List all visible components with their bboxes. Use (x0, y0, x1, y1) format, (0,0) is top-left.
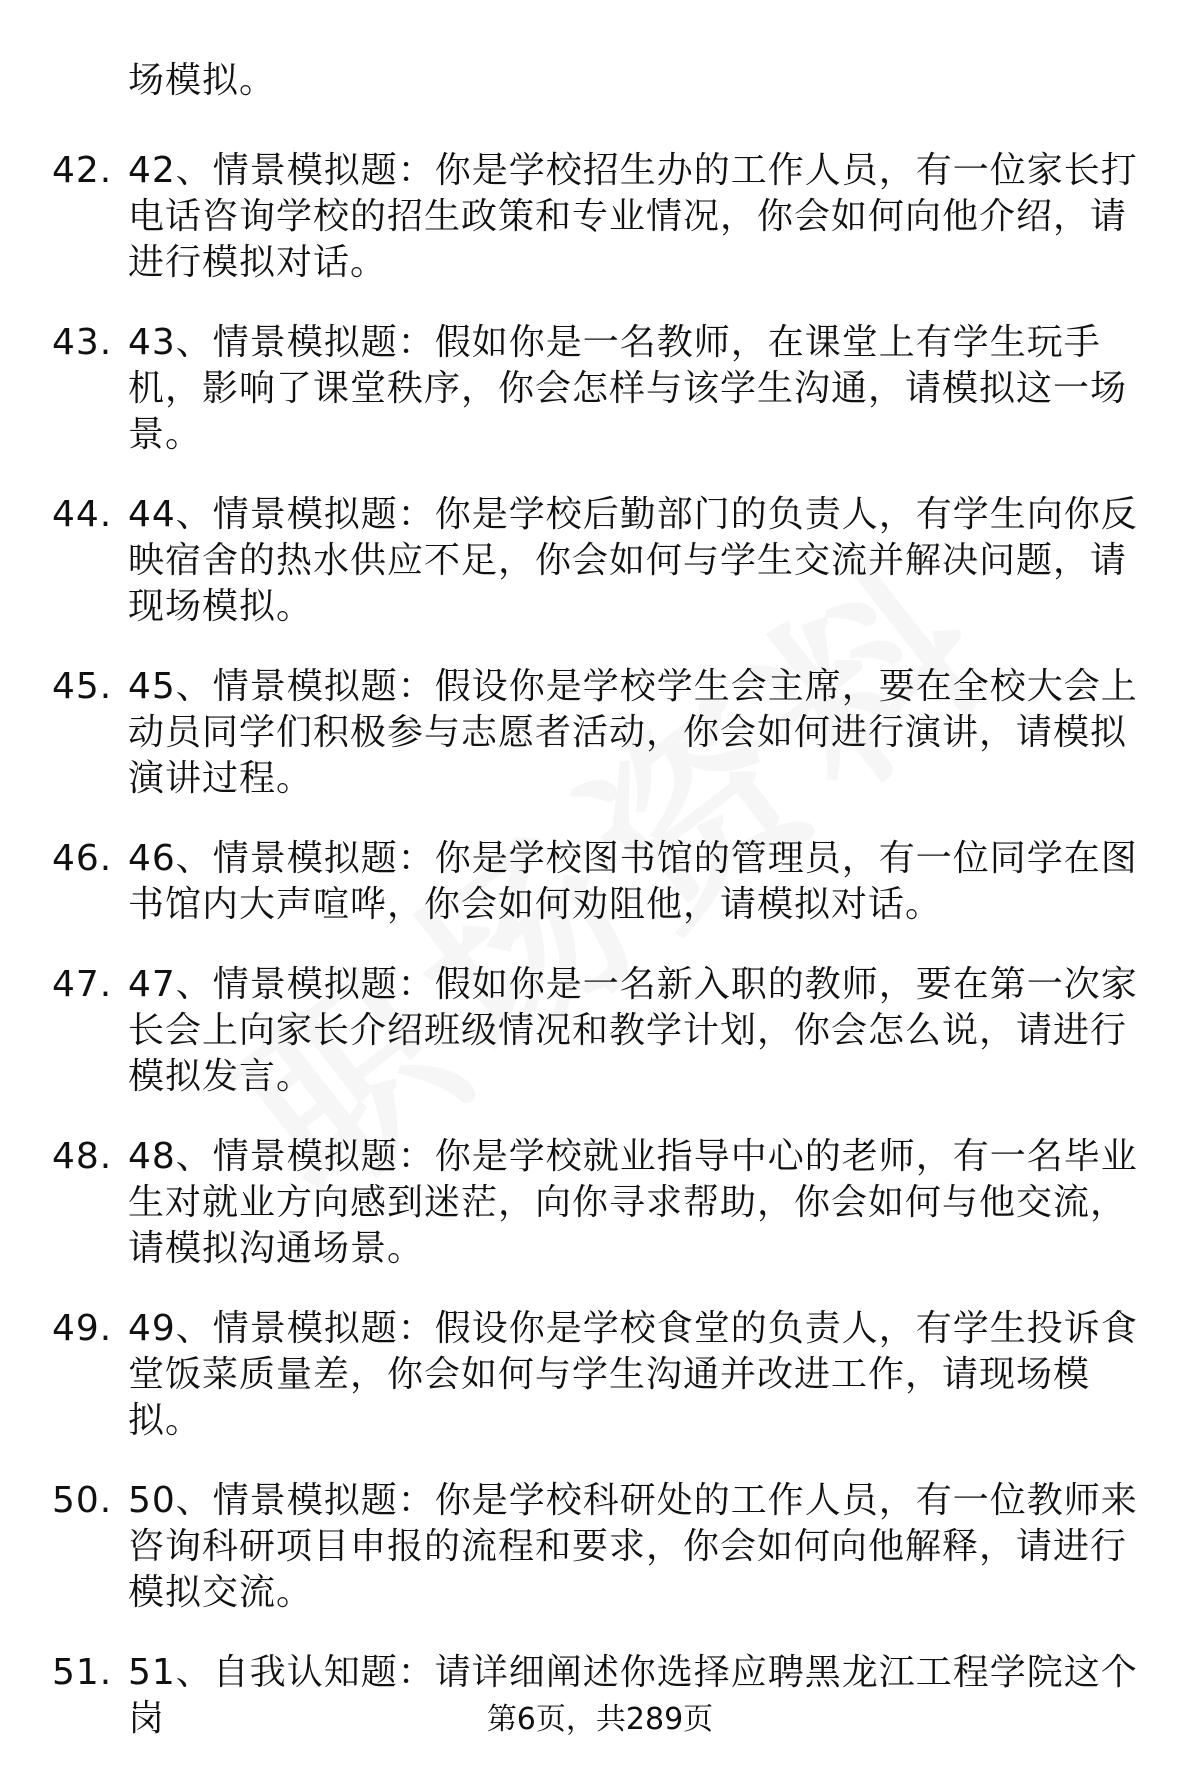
list-item (0, 1134, 1200, 1272)
page-footer: 第6页，共289页 (486, 1702, 714, 1737)
item-number: 46. (52, 838, 113, 879)
list-item (0, 836, 1200, 928)
item-text: 44、情景模拟题：你是学校后勤部门的负责人，有学生向你反映宿舍的热水供应不足，你会如何与学生交流并解决问题，请现场模拟。 (128, 494, 1138, 627)
item-number: 49. (52, 1308, 113, 1349)
list-item (0, 320, 1200, 458)
item-number: 51. (52, 1652, 113, 1693)
item-number: 48. (52, 1136, 113, 1177)
item-text: 50、情景模拟题：你是学校科研处的工作人员，有一位教师来咨询科研项目申报的流程和要求，你会如何向他解释，请进行模拟交流。 (128, 1480, 1138, 1613)
item-text: 47、情景模拟题：假如你是一名新入职的教师，要在第一次家长会上向家长介绍班级情况和教学计划，你会怎么说，请进行模拟发言。 (128, 964, 1138, 1097)
list-item (0, 148, 1200, 286)
item-number: 50. (52, 1480, 113, 1521)
item-number: 47. (52, 964, 113, 1005)
item-text: 45、情景模拟题：假设你是学校学生会主席，要在全校大会上动员同学们积极参与志愿者活动，你会如何进行演讲，请模拟演讲过程。 (128, 666, 1138, 799)
list-item (0, 962, 1200, 1100)
continuation-text: 场模拟。 (128, 60, 277, 101)
list-item (0, 492, 1200, 630)
item-number: 42. (52, 150, 113, 191)
list-item (0, 1478, 1200, 1616)
item-number: 44. (52, 494, 113, 535)
item-text: 46、情景模拟题：你是学校图书馆的管理员，有一位同学在图书馆内大声喧哗，你会如何劝阻他，请模拟对话。 (128, 838, 1138, 925)
list-item (0, 1306, 1200, 1444)
item-number: 45. (52, 666, 113, 707)
item-text: 48、情景模拟题：你是学校就业指导中心的老师，有一名毕业生对就业方向感到迷茫，向你寻求帮助，你会如何与他交流，请模拟沟通场景。 (128, 1136, 1138, 1269)
item-text: 49、情景模拟题：假设你是学校食堂的负责人，有学生投诉食堂饭菜质量差，你会如何与学生沟通并改进工作，请现场模拟。 (128, 1308, 1138, 1441)
item-text: 43、情景模拟题：假如你是一名教师，在课堂上有学生玩手机，影响了课堂秩序，你会怎样与该学生沟通，请模拟这一场景。 (128, 322, 1128, 455)
question-list (0, 148, 1200, 1776)
item-number: 43. (52, 322, 113, 363)
item-text: 51、自我认知题：请详细阐述你选择应聘黑龙江工程学院这个岗 (128, 1652, 1138, 1739)
list-item (0, 664, 1200, 802)
item-text: 42、情景模拟题：你是学校招生办的工作人员，有一位家长打电话咨询学校的招生政策和专业情况，你会如何向他介绍，请进行模拟对话。 (128, 150, 1138, 283)
